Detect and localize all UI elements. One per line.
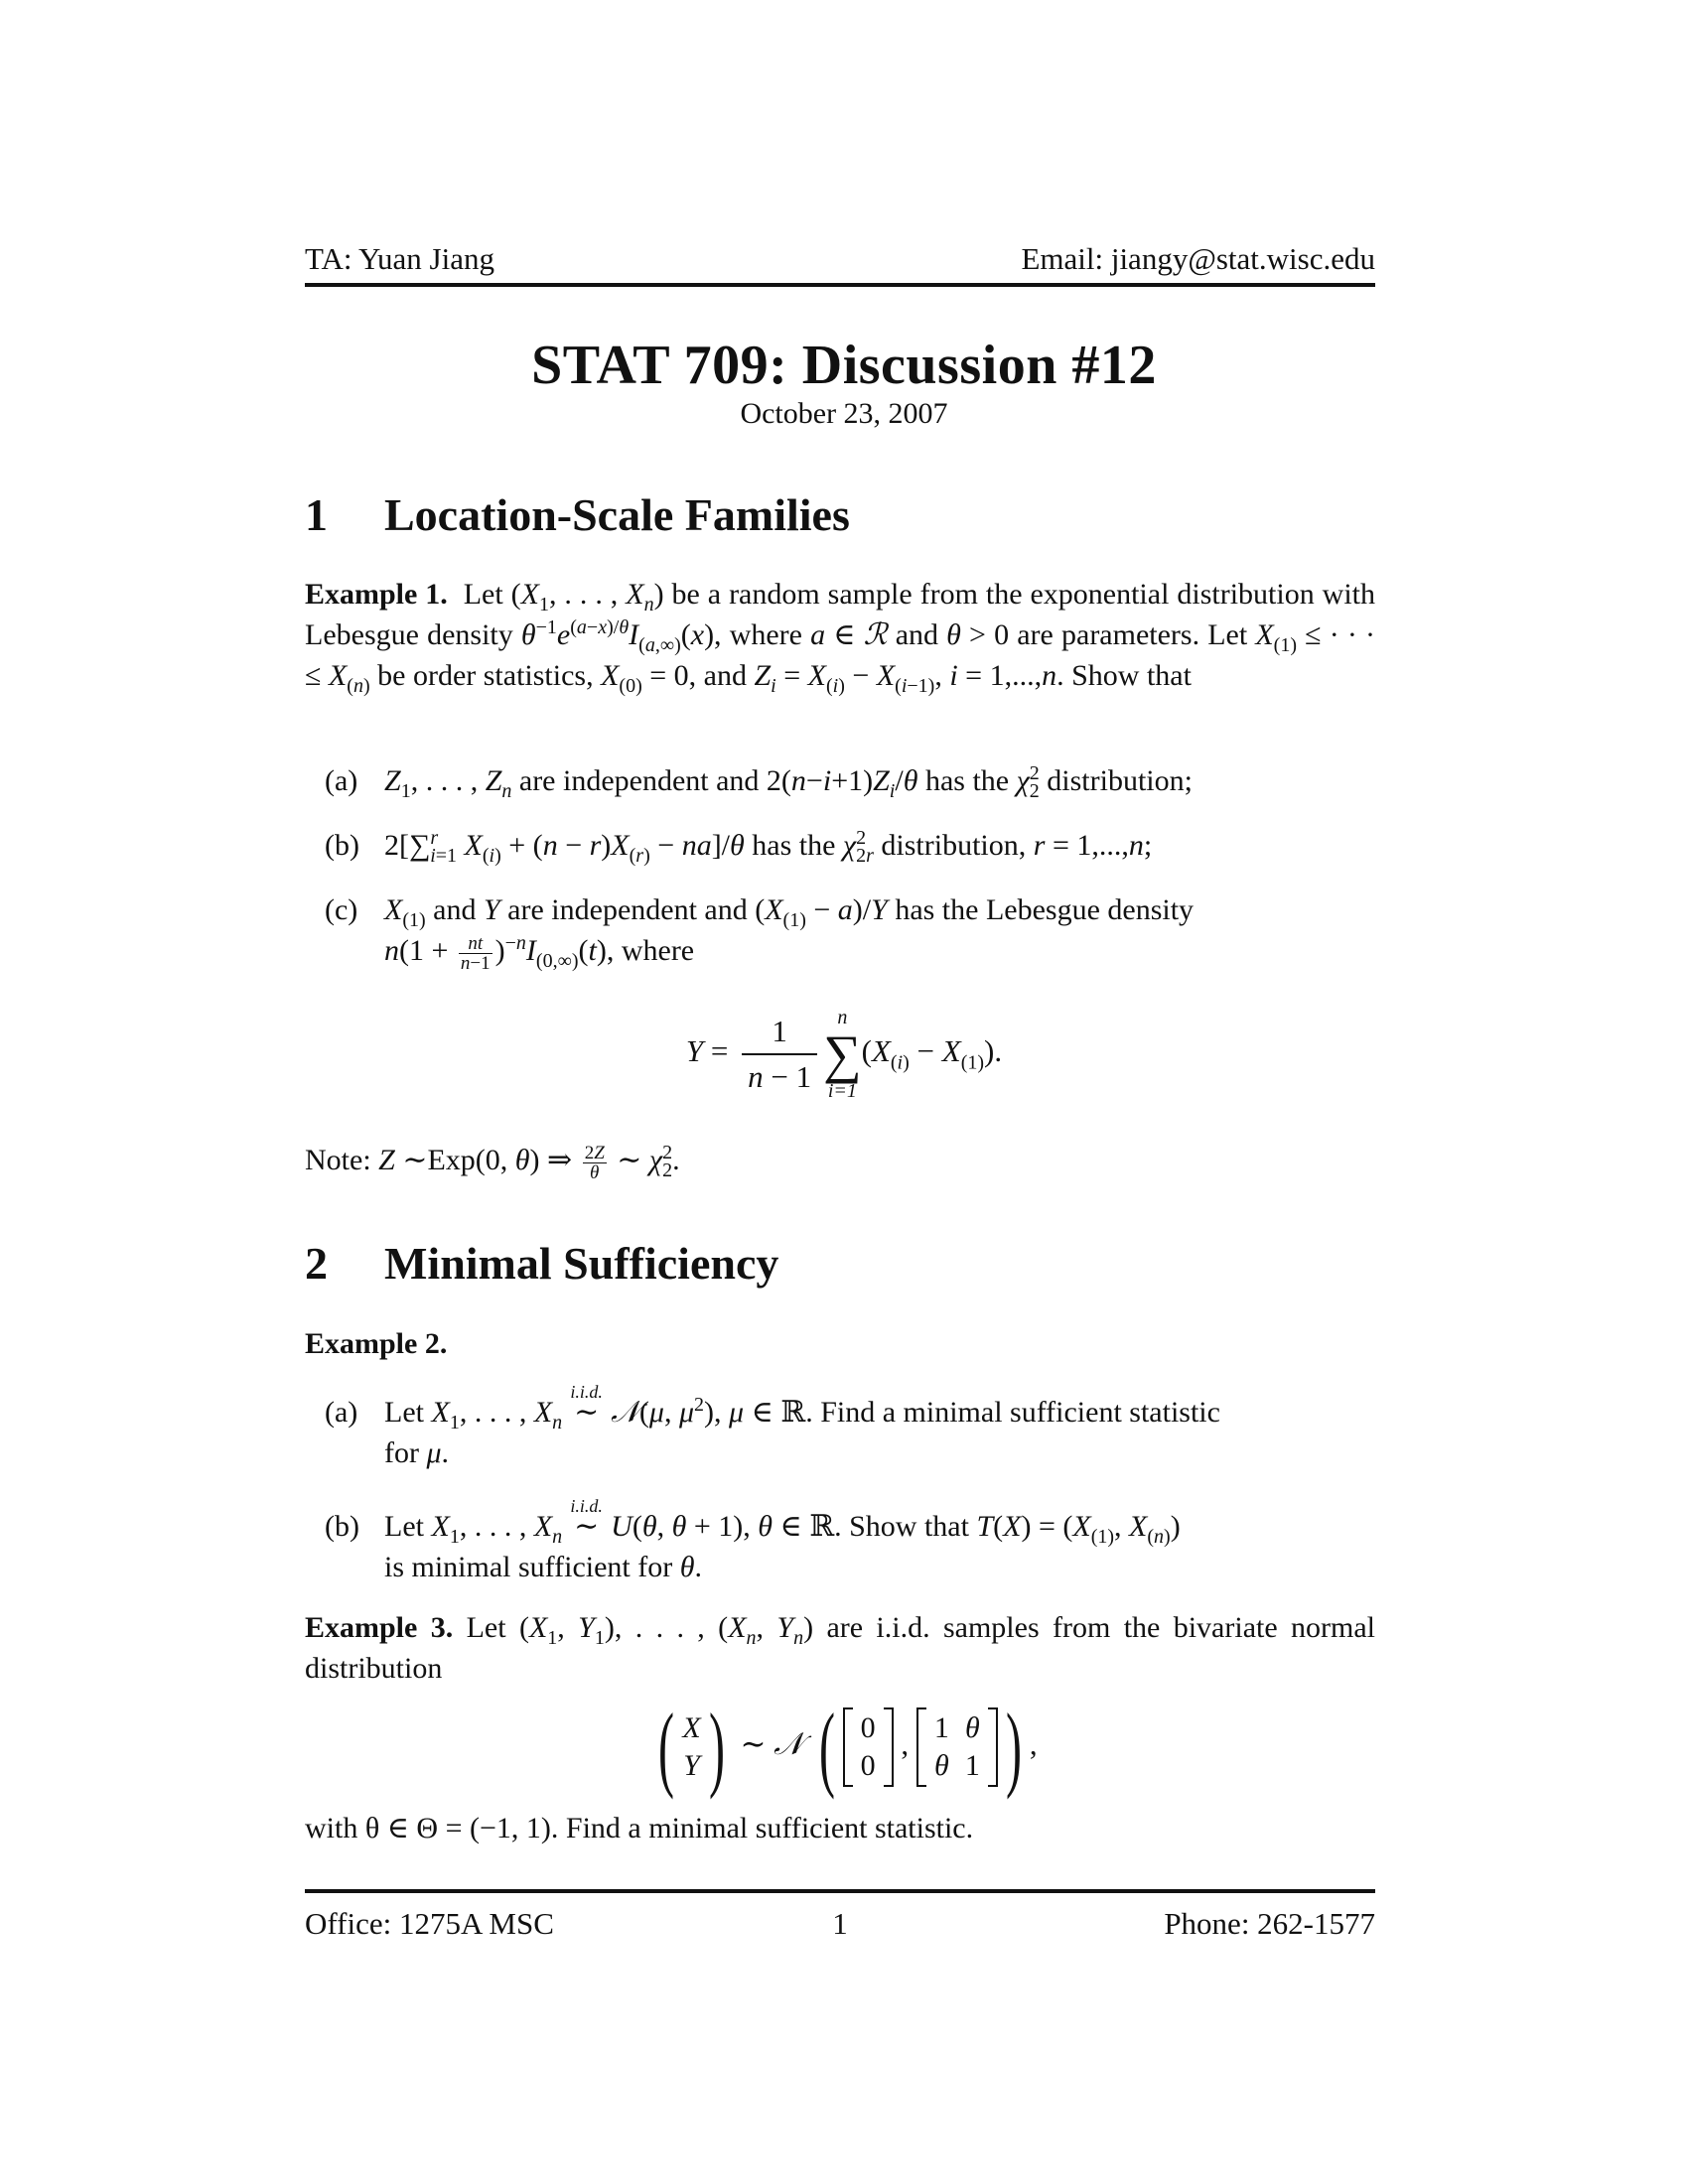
example-3-closing: with θ ∈ Θ = (−1, 1). Find a minimal sufficient statistic. [305, 1812, 974, 1844]
item-text: 2[∑$^r_{i=1}$ $X_{(i)} + (n - r)X_{(r)} - na]/\theta$ has the $\chi^2_{2r}$ distribution, r = 1,...,n; [384, 827, 1153, 867]
item-label: (a) [325, 764, 358, 797]
page-date: October 23, 2007 [740, 397, 948, 430]
iid-tilde: i.i.d. ∼ [570, 1382, 603, 1429]
footer-rule [305, 1889, 1375, 1893]
example-label: Example 2. [305, 1327, 448, 1360]
fraction: $\frac{2Z}{\theta}$ [584, 1142, 605, 1183]
example-1-note: Note: Z ∼Exp(0, θ) ⇒ $\frac{2Z}{\theta}$ ∼ $\chi^2_2$. [305, 1142, 680, 1183]
fraction: $\frac{1}{n - 1}$ [742, 1014, 817, 1095]
item-label: (c) [325, 893, 358, 926]
footer-office: Office: 1275A MSC [305, 1906, 554, 1941]
example-3: Example 3. Let ($X_1$, $Y_1$), . . . , ($X_n$, $Y_n$) are i.i.d. samples from the bivariate normal distribution [305, 1611, 1376, 1685]
vector-xy: X Y [682, 1711, 701, 1782]
iid-tilde: i.i.d. ∼ [570, 1496, 603, 1543]
mean-vector: 0 0 [843, 1707, 894, 1787]
section-title: Location-Scale Families [384, 489, 850, 540]
example-1-item-b [325, 825, 1375, 866]
item-label: (b) [325, 829, 359, 862]
example-1: Example 1. Let ($X_1$, . . . , $X_n$) be a random sample from the exponential distribution with Lebesgue density $\theta^{-1}e^{(a-x)/\theta}I_{(a,\infty)}(x)$, where a ∈ ℛ and θ > 0 are parameters. Let $X_{(1)}$ ≤ · · · ≤ $X_{(n)}$ be order statistics, $X_{(0)} = 0$, and $Z_i = X_{(i)} - X_{(i-1)}$, i = 1,...,n. Show that [305, 578, 1376, 697]
example-2-item-a [325, 1382, 1375, 1481]
example-1-item-c [325, 889, 1375, 979]
section-1-heading [305, 488, 850, 541]
equation-y-definition: Y = $\frac{1}{n - 1}$ n ∑ i=1 $(X_{(i)} - X_{(1)})$. [685, 1007, 1003, 1102]
page-title: STAT 709: Discussion #12 [531, 335, 1157, 396]
item-text: Let $X_1$, . . . , $X_n$ i.i.d. ∼ U(θ, θ + 1), θ ∈ ℝ. Show that $T(X) = (X_{(1)}$, $X_{(n)}$) is minimal sufficient for θ. [384, 1496, 1181, 1583]
example-2-label [305, 1323, 1375, 1364]
section-2-heading [305, 1237, 778, 1290]
equation-bivariate-normal: ( X Y) ∼ 𝒩 ( 0 0 , 1 θ θ 1 ) , [658, 1694, 1038, 1800]
fraction: $\frac{nt}{n-1}$ [460, 932, 491, 974]
header-rule [305, 283, 1375, 287]
item-text: $X_{(1)}$ and Y are independent and $(X_{(1)} - a)/Y$ has the Lebesgue density n(1 + $\frac{nt}{n-1}$ )$^{-n}I_{(0,\infty)}(t)$, where [384, 893, 1195, 974]
covariance-matrix: 1 θ θ 1 [916, 1707, 998, 1787]
footer-phone: Phone: 262-1577 [1164, 1906, 1375, 1941]
example-label: Example 1. [305, 578, 448, 611]
item-label: (a) [325, 1396, 358, 1429]
example-1-item-a [325, 760, 1375, 801]
section-number: 2 [305, 1238, 328, 1289]
header-ta: TA: Yuan Jiang [305, 241, 494, 276]
example-label: Example 3. [305, 1611, 454, 1644]
item-label: (b) [325, 1510, 359, 1543]
example-2-item-b [325, 1496, 1375, 1595]
section-title: Minimal Sufficiency [384, 1238, 779, 1289]
item-text: Let $X_1$, . . . , $X_n$ i.i.d. ∼ 𝒩(μ, $\mu^2$), μ ∈ ℝ. Find a minimal sufficient statistic for μ. [384, 1382, 1220, 1469]
summation: n ∑ i=1 [823, 1007, 862, 1102]
item-text: $Z_1$, . . . , $Z_n$ are independent and $2(n-i+1)Z_i/\theta$ has the $\chi^2_2$ distribution; [384, 762, 1193, 802]
section-number: 1 [305, 489, 328, 540]
header-email: Email: jiangy@stat.wisc.edu [1021, 241, 1375, 276]
page-number: 1 [832, 1906, 848, 1941]
